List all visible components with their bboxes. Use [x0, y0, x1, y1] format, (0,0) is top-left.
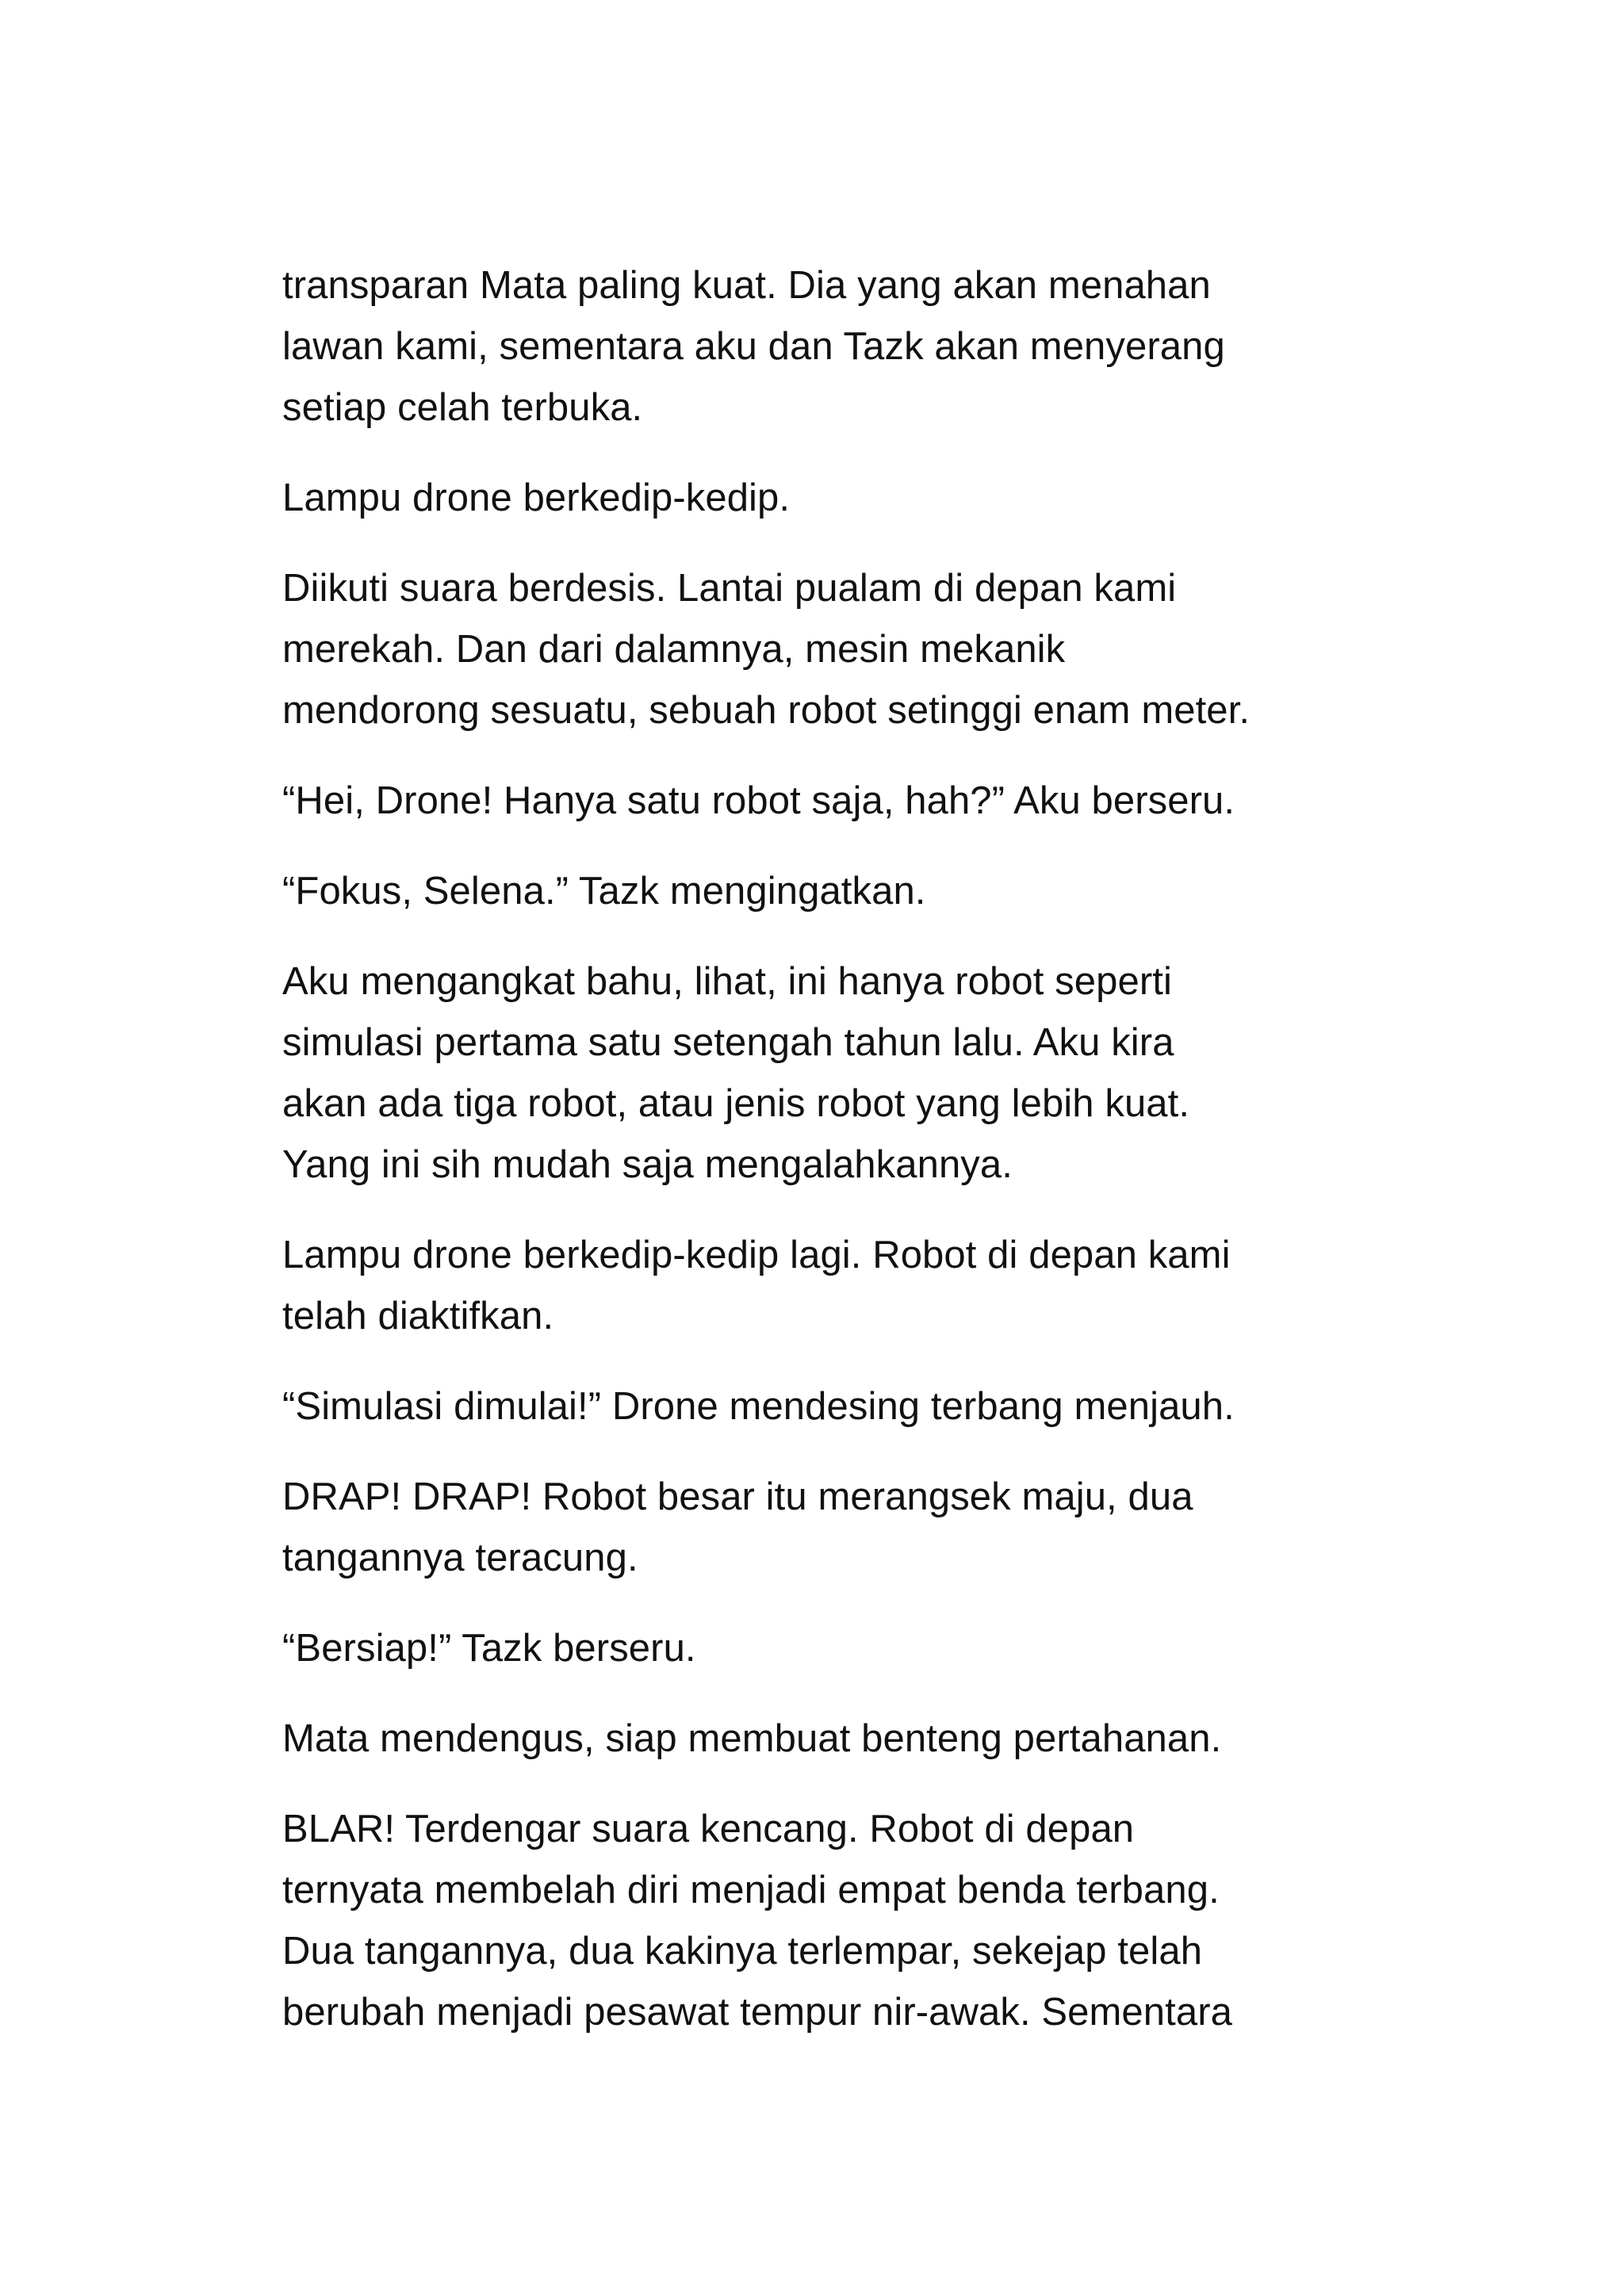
paragraph: “Hei, Drone! Hanya satu robot saja, hah?” Aku berseru.	[282, 779, 1235, 822]
paragraph: Mata mendengus, siap membuat benteng pertahanan.	[282, 1717, 1222, 1760]
paragraph: “Fokus, Selena.” Tazk mengingatkan.	[282, 870, 926, 913]
paragraph: Lampu drone berkedip-kedip lagi. Robot di depan kami telah diaktifkan.	[282, 1234, 1231, 1337]
paragraph: Aku mengangkat bahu, lihat, ini hanya robot seperti simulasi pertama satu setengah tahun lalu. Aku kira akan ada tiga robot, atau jenis robot yang lebih kuat. Yang ini sih mudah saja mengalahkannya.	[282, 960, 1190, 1186]
paragraph: Diikuti suara berdesis. Lantai pualam di depan kami merekah. Dan dari dalamnya, mesin mekanik mendorong sesuatu, sebuah robot setinggi enam meter.	[282, 567, 1251, 732]
body-text	[282, 255, 1345, 2043]
paragraph: DRAP! DRAP! Robot besar itu merangsek maju, dua tangannya teracung.	[282, 1475, 1193, 1579]
paragraph: “Bersiap!” Tazk berseru.	[282, 1627, 696, 1670]
paragraph: BLAR! Terdengar suara kencang. Robot di depan ternyata membelah diri menjadi empat benda terbang. Dua tangannya, dua kakinya terlempar, sekejap telah berubah menjadi pesawat tempur nir-awak. Sementara	[282, 1808, 1232, 2034]
paragraph: “Simulasi dimulai!” Drone mendesing terbang menjauh.	[282, 1385, 1235, 1428]
paragraph: Lampu drone berkedip-kedip.	[282, 476, 791, 519]
paragraph: transparan Mata paling kuat. Dia yang akan menahan lawan kami, sementara aku dan Tazk akan menyerang setiap celah terbuka.	[282, 264, 1225, 429]
